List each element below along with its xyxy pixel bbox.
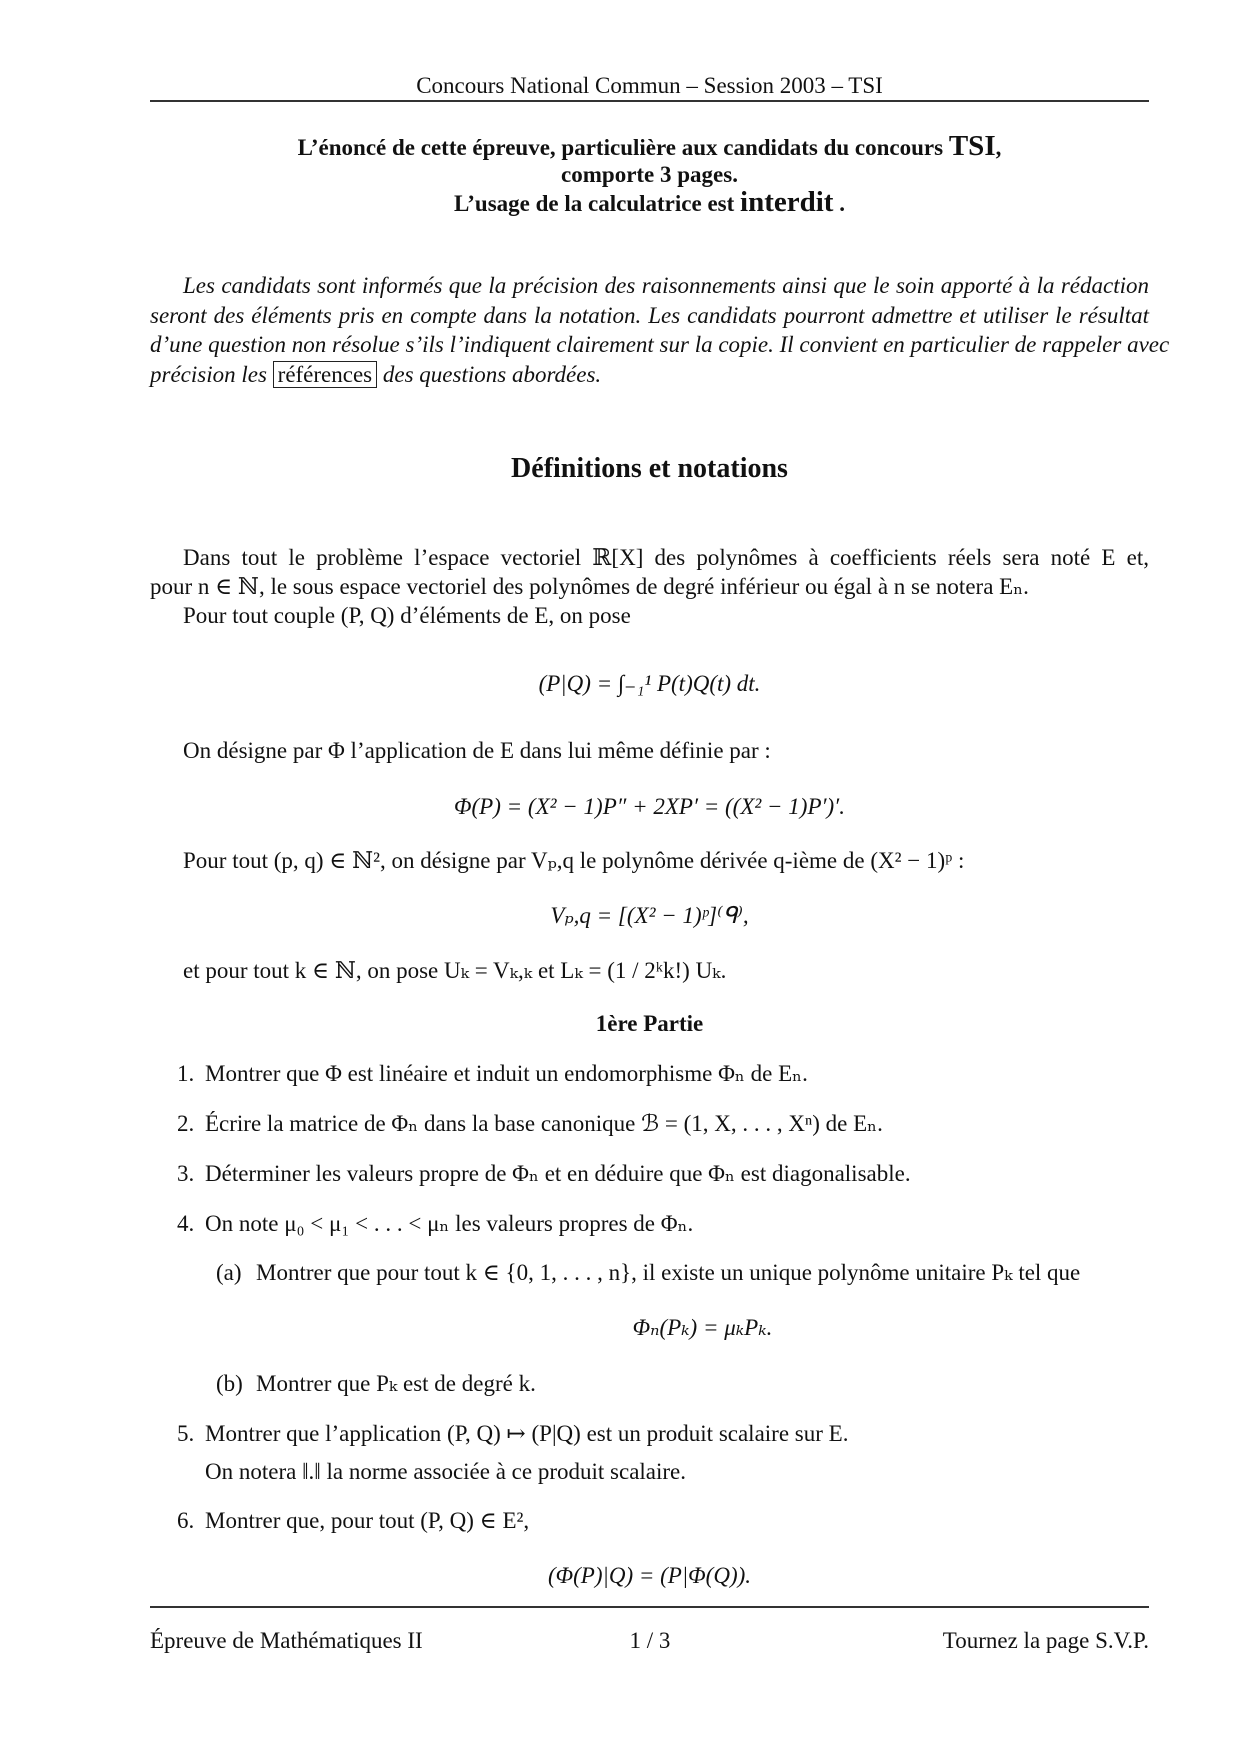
section-title-definitions: Définitions et notations	[511, 453, 788, 484]
notice-text: des questions abordées.	[377, 362, 602, 387]
subquestion-text: Montrer que pour tout k ∈ {0, 1, . . . , n}, il existe un unique polynôme unitaire Pₖ tel que	[256, 1260, 1081, 1285]
intro-line-2: comporte 3 pages.	[561, 162, 738, 187]
equation-inner-product: (P|Q) = ∫₋₁¹ P(t)Q(t) dt.	[538, 671, 761, 696]
footer-turn-page: Tournez la page S.V.P.	[942, 1628, 1149, 1653]
notice-text: précision les	[150, 362, 273, 387]
question-number: 3.	[177, 1161, 195, 1186]
question-number: 2.	[177, 1111, 195, 1136]
footer-exam-name: Épreuve de Mathématiques II	[150, 1628, 423, 1653]
question-text: Montrer que, pour tout (P, Q) ∈ E²,	[205, 1508, 530, 1533]
question-text: Montrer que Φ est linéaire et induit un endomorphisme Φₙ de Eₙ.	[205, 1061, 808, 1086]
definitions-paragraph-1-line-2: pour n ∈ ℕ, le sous espace vectoriel des polynômes de degré inférieur ou égal à n se notera Eₙ.	[150, 574, 1029, 599]
intro-text: L’énoncé de cette épreuve, particulière aux candidats du concours	[297, 135, 949, 160]
definitions-paragraph-2: Pour tout couple (P, Q) d’éléments de E, on pose	[183, 603, 631, 628]
part-title: 1ère Partie	[595, 1011, 704, 1036]
subquestion-label: (a)	[216, 1260, 242, 1285]
notice-line-3: d’une question non résolue s’ils l’indiquent clairement sur la copie. Il convient en particulier de rappeler avec	[150, 332, 1170, 357]
question-text: Montrer que l’application (P, Q) ↦ (P|Q) est un produit scalaire sur E.	[205, 1421, 849, 1446]
question-text: On note μ₀ < μ₁ < . . . < μₙ les valeurs propres de Φₙ.	[205, 1211, 694, 1236]
definitions-paragraph-3: On désigne par Φ l’application de E dans lui même définie par :	[183, 738, 771, 763]
intro-line-1	[150, 132, 1149, 162]
question-text: Déterminer les valeurs propre de Φₙ et en déduire que Φₙ est diagonalisable.	[205, 1161, 911, 1186]
intro-line-3	[150, 188, 1149, 218]
boxed-references: références	[273, 361, 377, 388]
equation-v: Vₚ,q = [(X² − 1)ᵖ]⁽ᑫ⁾,	[550, 903, 749, 928]
intro-text: L’usage de la calculatrice est	[454, 191, 741, 216]
intro-text: ,	[995, 135, 1002, 160]
definitions-paragraph-1-line-1: Dans tout le problème l’espace vectoriel ℝ[X] des polynômes à coefficients réels sera noté E et,	[183, 545, 1149, 570]
header-rule	[150, 100, 1149, 102]
definitions-paragraph-5: et pour tout k ∈ ℕ, on pose Uₖ = Vₖ,ₖ et Lₖ = (1 / 2ᵏk!) Uₖ.	[183, 958, 727, 983]
notice-line-2: seront des éléments pris en compte dans la notation. Les candidats pourront admettre et utiliser le résultat	[150, 303, 1149, 328]
page-header: Concours National Commun – Session 2003 – TSI	[416, 73, 883, 98]
equation-phi: Φ(P) = (X² − 1)P″ + 2XP′ = ((X² − 1)P′)′.	[454, 794, 845, 819]
question-number: 5.	[177, 1421, 195, 1446]
equation-self-adjoint: (Φ(P)|Q) = (P|Φ(Q)).	[547, 1563, 752, 1588]
notice-line-4	[150, 361, 601, 389]
subquestion-text: Montrer que Pₖ est de degré k.	[256, 1371, 536, 1396]
footer-rule	[150, 1606, 1149, 1608]
subquestion-label: (b)	[216, 1371, 243, 1396]
question-number: 4.	[177, 1211, 195, 1236]
intro-emphasis-tsi: TSI	[948, 130, 996, 162]
question-note: On notera ‖.‖ la norme associée à ce produit scalaire.	[205, 1459, 687, 1484]
question-number: 1.	[177, 1061, 195, 1086]
intro-text: .	[833, 191, 845, 216]
equation-eigen: Φₙ(Pₖ) = μₖPₖ.	[632, 1315, 773, 1340]
question-text: Écrire la matrice de Φₙ dans la base canonique ℬ = (1, X, . . . , Xⁿ) de Eₙ.	[205, 1111, 883, 1136]
footer-page-number: 1 / 3	[629, 1628, 671, 1653]
question-number: 6.	[177, 1508, 195, 1533]
definitions-paragraph-4: Pour tout (p, q) ∈ ℕ², on désigne par Vₚ,q le polynôme dérivée q-ième de (X² − 1)ᵖ :	[183, 848, 965, 873]
intro-emphasis-interdit: interdit	[740, 186, 834, 218]
notice-line-1: Les candidats sont informés que la précision des raisonnements ainsi que le soin apporté à la rédaction	[183, 273, 1149, 298]
